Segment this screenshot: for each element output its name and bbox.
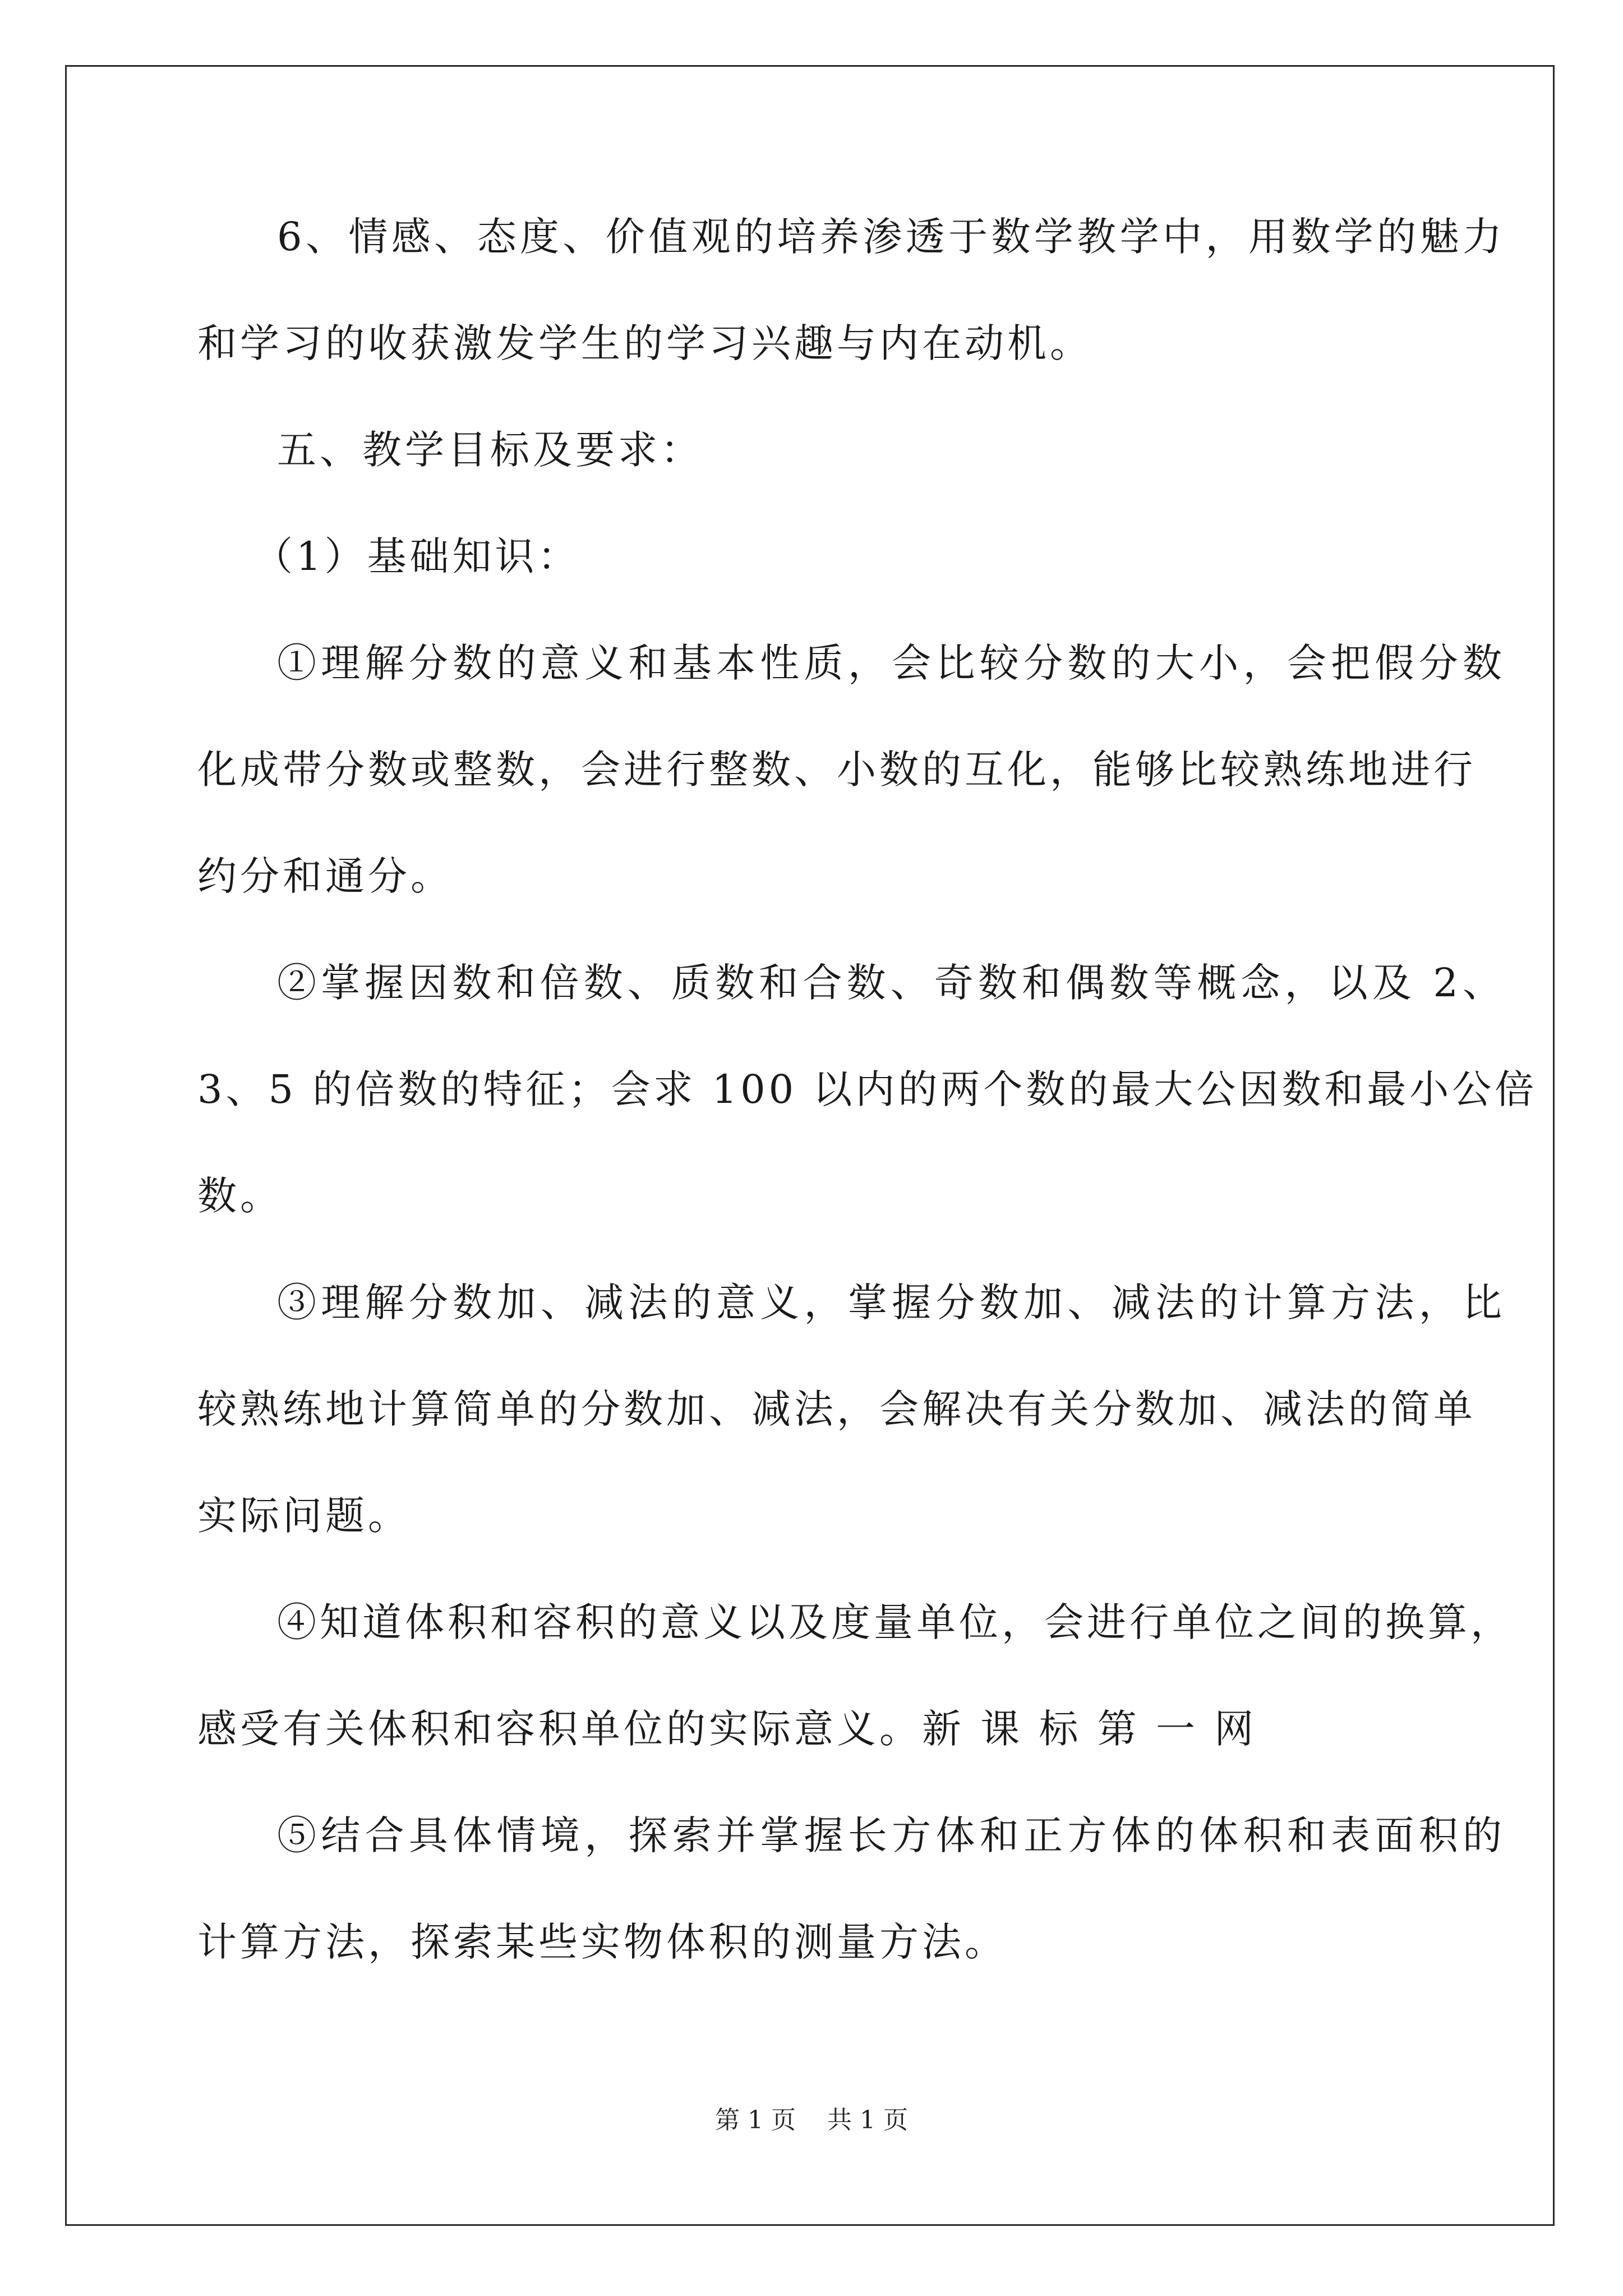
- section-heading: 五、教学目标及要求：: [277, 427, 703, 473]
- item-4-line-2: 感受有关体积和容积单位的实际意义。新 课 标 第 一 网: [197, 1706, 1257, 1752]
- paragraph-6-line-1: 6、情感、态度、价值观的培养渗透于数学教学中，用数学的魅力: [277, 214, 1505, 260]
- item-3-line-3: 实际问题。: [197, 1493, 411, 1539]
- subsection-heading: （1）基础知识：: [253, 533, 580, 579]
- item-2-line-2: 3、5 的倍数的特征；会求 100 以内的两个数的最大公因数和最小公倍: [197, 1066, 1538, 1112]
- paragraph-6-line-2: 和学习的收获激发学生的学习兴趣与内在动机。: [197, 320, 1092, 366]
- page-border: [65, 65, 1555, 2226]
- item-3-line-2: 较熟练地计算简单的分数加、减法，会解决有关分数加、减法的简单: [197, 1386, 1476, 1432]
- page-footer: [0, 2104, 1623, 2137]
- item-5-line-1: ⑤结合具体情境，探索并掌握长方体和正方体的体积和表面积的: [277, 1812, 1505, 1858]
- item-5-line-2: 计算方法，探索某些实物体积的测量方法。: [197, 1919, 1007, 1965]
- item-2-line-1: ②掌握因数和倍数、质数和合数、奇数和偶数等概念，以及 2、: [277, 960, 1505, 1006]
- item-1-line-3: 约分和通分。: [197, 853, 453, 899]
- item-1-line-2: 化成带分数或整数，会进行整数、小数的互化，能够比较熟练地进行: [197, 747, 1476, 793]
- page-total: 共 1 页: [827, 2106, 908, 2134]
- item-4-line-1: ④知道体积和容积的意义以及度量单位，会进行单位之间的换算，: [277, 1599, 1513, 1645]
- item-3-line-1: ③理解分数加、减法的意义，掌握分数加、减法的计算方法，比: [277, 1280, 1505, 1326]
- item-2-line-3: 数。: [197, 1173, 283, 1219]
- item-1-line-1: ①理解分数的意义和基本性质，会比较分数的大小，会把假分数: [277, 640, 1505, 686]
- page-number: 第 1 页: [715, 2106, 796, 2134]
